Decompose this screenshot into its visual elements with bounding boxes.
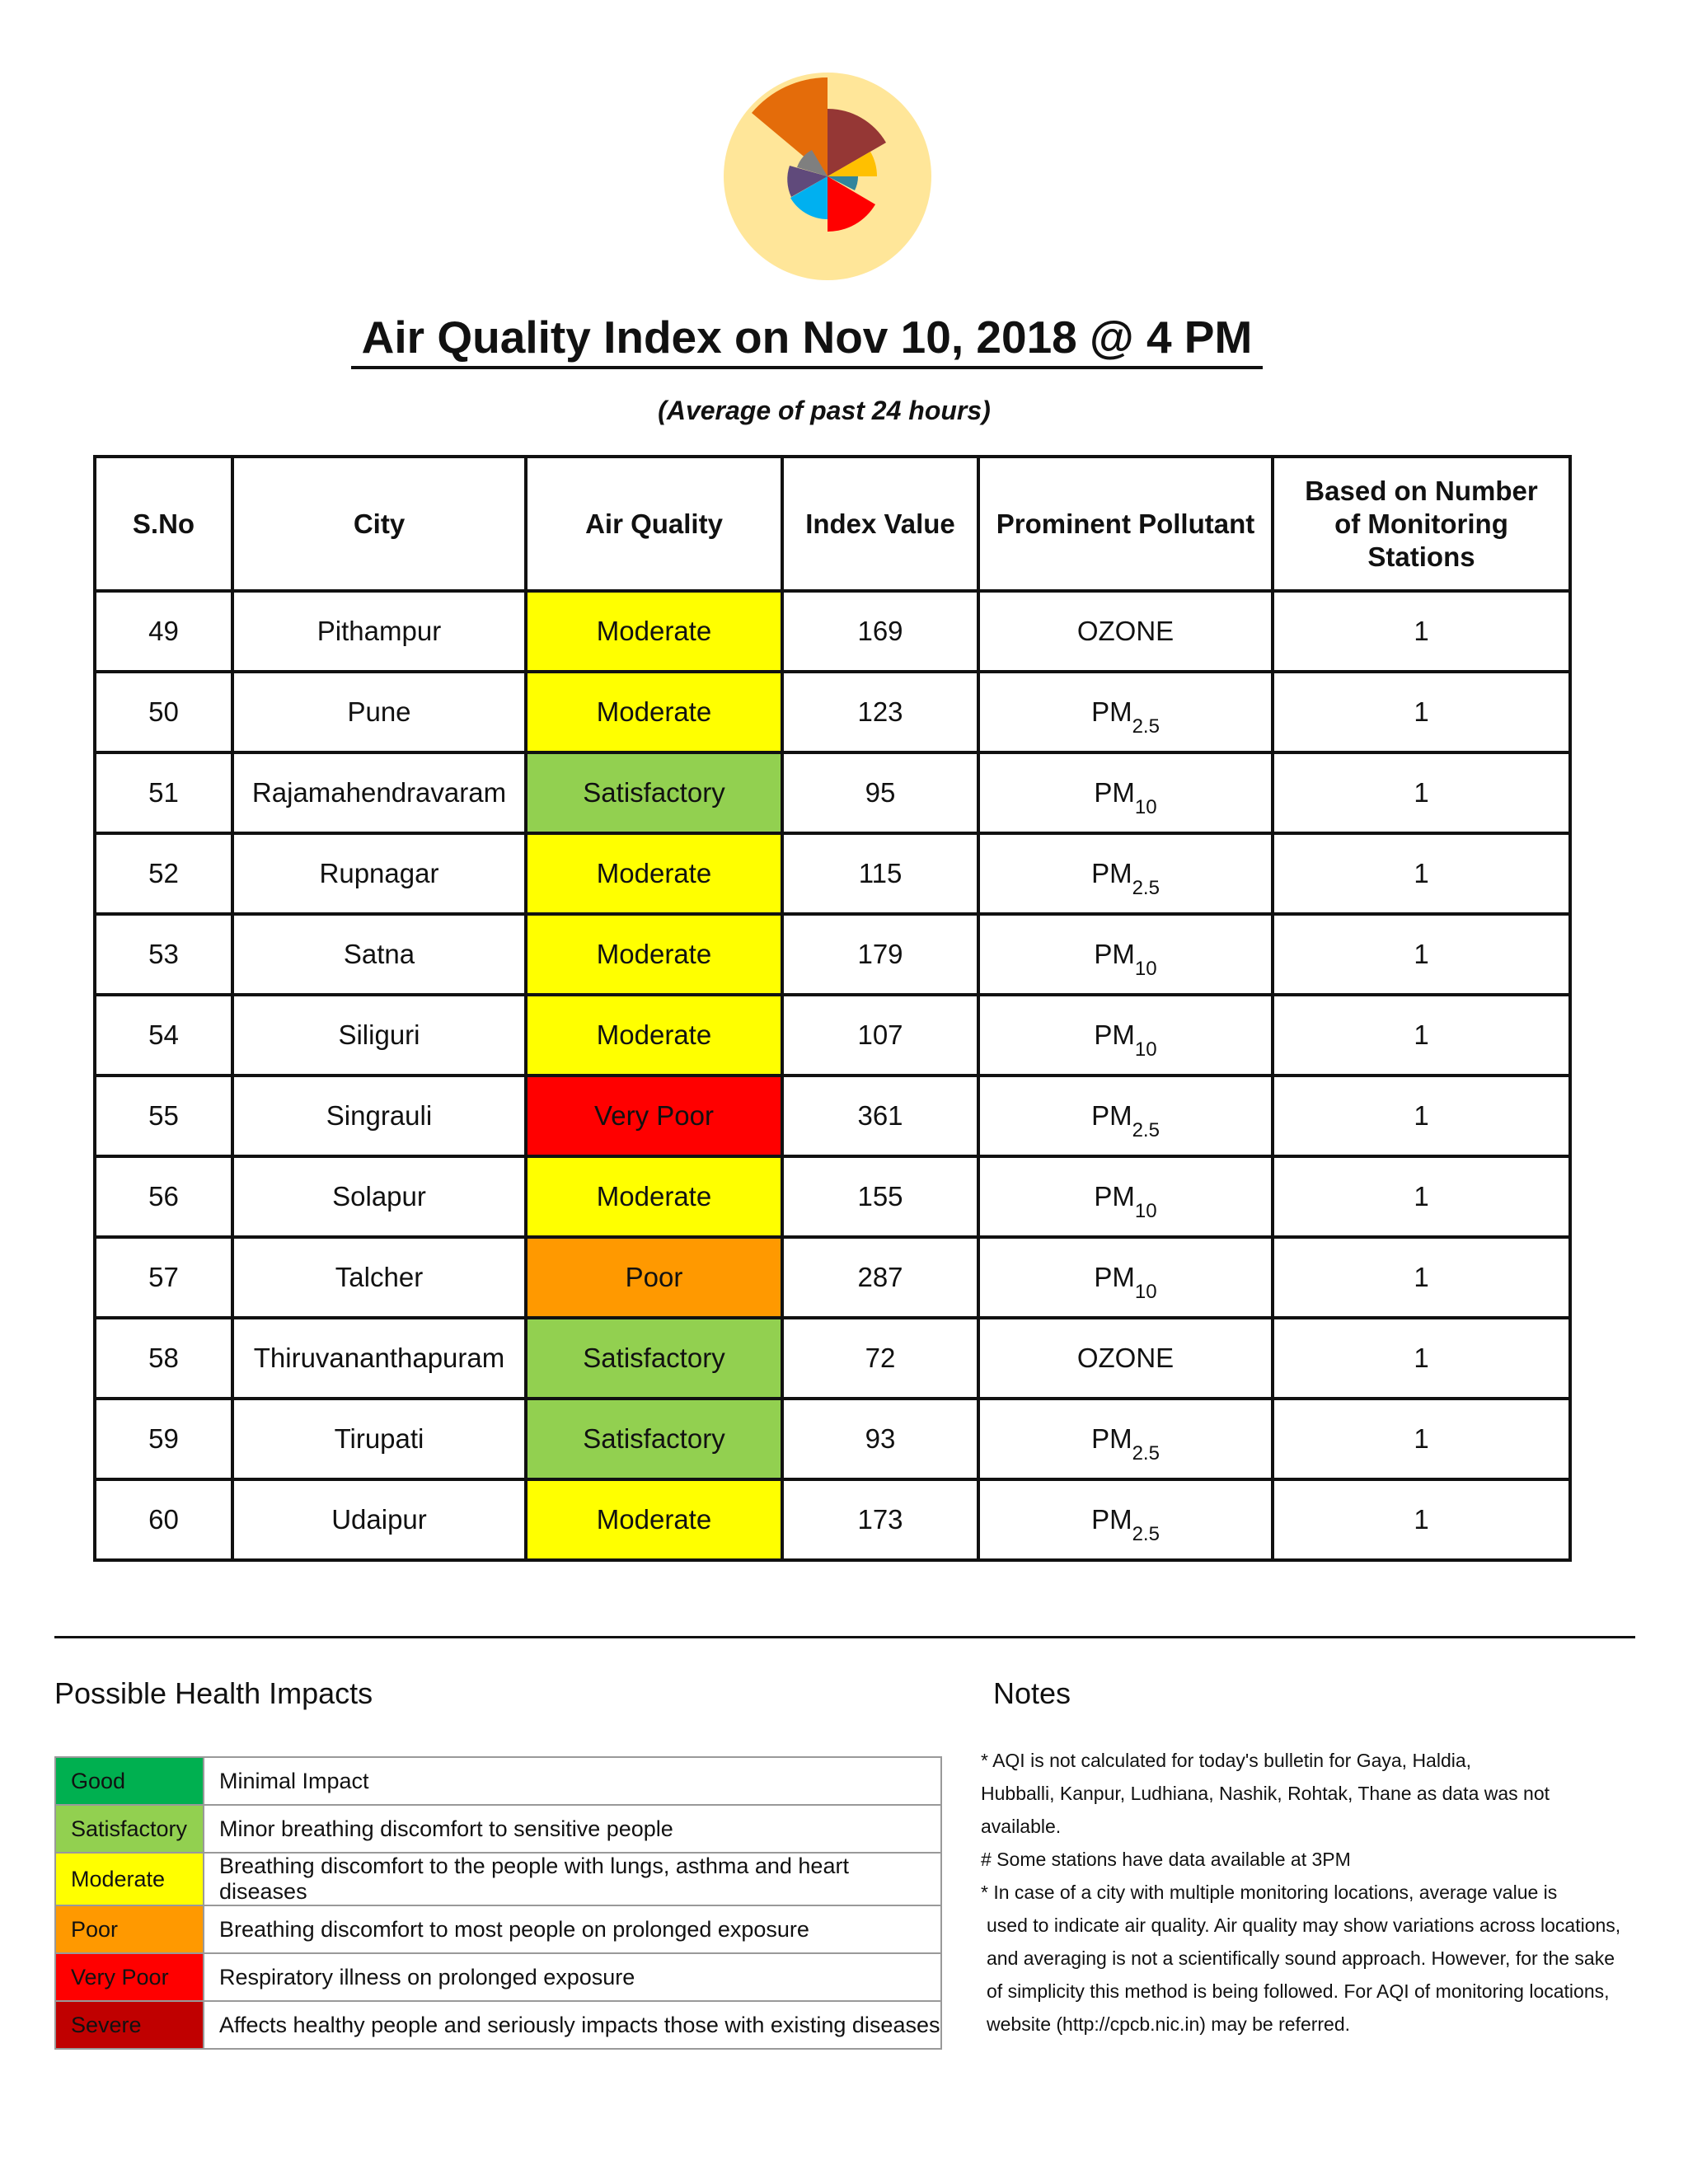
air-quality-cell: Moderate <box>526 591 782 672</box>
pollutant-name: PM <box>1091 1423 1132 1454</box>
city-cell: Rupnagar <box>232 833 526 914</box>
pollutant-subscript: 10 <box>1134 1038 1157 1061</box>
table-row <box>95 995 1570 1076</box>
stations-cell: 1 <box>1273 591 1570 672</box>
pollutant-cell <box>978 1156 1273 1237</box>
pollutant-subscript: 2.5 <box>1132 877 1160 899</box>
note-line: # Some stations have data available at 3PM <box>981 1849 1351 1870</box>
index-value-cell: 173 <box>782 1479 978 1560</box>
pollutant-name: PM <box>1094 1019 1135 1050</box>
legend-row <box>55 2001 941 2049</box>
table-row <box>95 672 1570 752</box>
pollutant-name: PM <box>1091 1100 1132 1131</box>
sno-cell: 57 <box>95 1237 232 1318</box>
index-value-cell: 179 <box>782 914 978 995</box>
legend-row <box>55 1805 941 1853</box>
note-line: available. <box>981 1816 1062 1837</box>
pollutant-subscript: 2.5 <box>1132 1119 1160 1141</box>
legend-category-good: Good <box>55 1757 204 1805</box>
pollutant-cell <box>978 672 1273 752</box>
air-quality-cell: Moderate <box>526 1156 782 1237</box>
sno-cell: 52 <box>95 833 232 914</box>
legend-impact: Minor breathing discomfort to sensitive people <box>204 1805 941 1853</box>
pollutant-name: PM <box>1091 858 1132 888</box>
air-quality-cell: Moderate <box>526 914 782 995</box>
legend-impact: Affects healthy people and seriously impacts those with existing diseases <box>204 2001 941 2049</box>
air-quality-cell: Moderate <box>526 672 782 752</box>
index-value-cell: 169 <box>782 591 978 672</box>
table-header-row <box>95 457 1570 591</box>
sno-cell: 54 <box>95 995 232 1076</box>
stations-cell: 1 <box>1273 752 1570 833</box>
sno-cell: 50 <box>95 672 232 752</box>
air-quality-cell: Satisfactory <box>526 1318 782 1399</box>
sno-cell: 55 <box>95 1076 232 1156</box>
header-sno: S.No <box>95 457 232 591</box>
pollutant-subscript: 10 <box>1134 1200 1157 1222</box>
index-value-cell: 72 <box>782 1318 978 1399</box>
city-cell: Udaipur <box>232 1479 526 1560</box>
legend-category-satisfactory: Satisfactory <box>55 1805 204 1853</box>
table-row <box>95 1479 1570 1560</box>
stations-cell: 1 <box>1273 914 1570 995</box>
air-quality-cell: Satisfactory <box>526 1399 782 1479</box>
legend-category-severe: Severe <box>55 2001 204 2049</box>
pollutant-subscript: 10 <box>1134 1281 1157 1303</box>
note-line: of simplicity this method is being followed. For AQI of monitoring locations, <box>987 1980 1610 2002</box>
note-line: Hubballi, Kanpur, Ludhiana, Nashik, Rohtak, Thane as data was not <box>981 1783 1550 1804</box>
table-row <box>95 1318 1570 1399</box>
city-cell: Thiruvananthapuram <box>232 1318 526 1399</box>
table-row <box>95 1237 1570 1318</box>
pollutant-subscript: 2.5 <box>1132 1523 1160 1545</box>
pollutant-name: OZONE <box>1076 616 1175 646</box>
legend-category-poor: Poor <box>55 1905 204 1953</box>
section-divider <box>54 1636 1635 1638</box>
header-city: City <box>232 457 526 591</box>
pollutant-subscript: 10 <box>1134 958 1157 980</box>
index-value-cell: 123 <box>782 672 978 752</box>
aqi-table <box>93 455 1572 1562</box>
page-subtitle: (Average of past 24 hours) <box>658 396 991 425</box>
legend-row <box>55 1953 941 2001</box>
stations-cell: 1 <box>1273 1076 1570 1156</box>
pollutant-cell <box>978 1076 1273 1156</box>
index-value-cell: 287 <box>782 1237 978 1318</box>
stations-cell: 1 <box>1273 1318 1570 1399</box>
sno-cell: 56 <box>95 1156 232 1237</box>
sno-cell: 49 <box>95 591 232 672</box>
pollutant-name: OZONE <box>1076 1343 1175 1373</box>
legend-category-moderate: Moderate <box>55 1853 204 1905</box>
pollutant-cell <box>978 1318 1273 1399</box>
note-line: used to indicate air quality. Air quality may show variations across locations, <box>987 1915 1621 1936</box>
air-quality-cell: Poor <box>526 1237 782 1318</box>
index-value-cell: 361 <box>782 1076 978 1156</box>
stations-cell: 1 <box>1273 1399 1570 1479</box>
legend-row <box>55 1905 941 1953</box>
table-row <box>95 752 1570 833</box>
index-value-cell: 115 <box>782 833 978 914</box>
legend-row <box>55 1757 941 1805</box>
pollutant-name: PM <box>1094 1262 1135 1292</box>
note-line: and averaging is not a scientifically sound approach. However, for the sake <box>987 1947 1615 1969</box>
city-cell: Tirupati <box>232 1399 526 1479</box>
table-row <box>95 833 1570 914</box>
air-quality-cell: Moderate <box>526 1479 782 1560</box>
pollutant-cell <box>978 995 1273 1076</box>
city-cell: Singrauli <box>232 1076 526 1156</box>
sno-cell: 51 <box>95 752 232 833</box>
index-value-cell: 95 <box>782 752 978 833</box>
table-row <box>95 1156 1570 1237</box>
stations-cell: 1 <box>1273 672 1570 752</box>
health-impacts-table <box>54 1756 942 2050</box>
index-value-cell: 155 <box>782 1156 978 1237</box>
table-row <box>95 591 1570 672</box>
note-line: * AQI is not calculated for today's bulletin for Gaya, Haldia, <box>981 1750 1472 1771</box>
stations-cell: 1 <box>1273 833 1570 914</box>
header-index-value: Index Value <box>782 457 978 591</box>
sno-cell: 58 <box>95 1318 232 1399</box>
stations-cell: 1 <box>1273 1237 1570 1318</box>
legend-impact: Minimal Impact <box>204 1757 941 1805</box>
stations-cell: 1 <box>1273 995 1570 1076</box>
pollutant-name: PM <box>1094 777 1135 808</box>
note-line: website (http://cpcb.nic.in) may be referred. <box>987 2013 1351 2035</box>
city-cell: Pune <box>232 672 526 752</box>
air-quality-cell: Moderate <box>526 995 782 1076</box>
pollutant-name: PM <box>1091 696 1132 727</box>
stations-cell: 1 <box>1273 1479 1570 1560</box>
index-value-cell: 93 <box>782 1399 978 1479</box>
sno-cell: 59 <box>95 1399 232 1479</box>
pollutant-name: PM <box>1094 939 1135 969</box>
aqi-logo <box>720 69 935 284</box>
city-cell: Rajamahendravaram <box>232 752 526 833</box>
air-quality-cell: Satisfactory <box>526 752 782 833</box>
city-cell: Satna <box>232 914 526 995</box>
city-cell: Talcher <box>232 1237 526 1318</box>
sno-cell: 60 <box>95 1479 232 1560</box>
pollutant-cell <box>978 1399 1273 1479</box>
table-row <box>95 1076 1570 1156</box>
air-quality-cell: Very Poor <box>526 1076 782 1156</box>
city-cell: Solapur <box>232 1156 526 1237</box>
legend-impact: Respiratory illness on prolonged exposure <box>204 1953 941 2001</box>
pollutant-cell <box>978 833 1273 914</box>
pollutant-subscript: 2.5 <box>1132 1442 1160 1465</box>
pollutant-cell <box>978 752 1273 833</box>
city-cell: Pithampur <box>232 591 526 672</box>
notes-body <box>981 1744 1640 2041</box>
pollutant-cell <box>978 591 1273 672</box>
air-quality-cell: Moderate <box>526 833 782 914</box>
pollutant-name: PM <box>1094 1181 1135 1212</box>
notes-heading: Notes <box>993 1676 1071 1710</box>
pollutant-cell <box>978 1237 1273 1318</box>
header-air-quality: Air Quality <box>526 457 782 591</box>
index-value-cell: 107 <box>782 995 978 1076</box>
table-row <box>95 1399 1570 1479</box>
pollutant-subscript: 2.5 <box>1132 715 1160 738</box>
sno-cell: 53 <box>95 914 232 995</box>
table-row <box>95 914 1570 995</box>
page-title: Air Quality Index on Nov 10, 2018 @ 4 PM <box>351 308 1263 369</box>
note-line: * In case of a city with multiple monitoring locations, average value is <box>981 1882 1558 1903</box>
legend-row <box>55 1853 941 1905</box>
health-impacts-heading: Possible Health Impacts <box>54 1676 373 1710</box>
header-prominent-pollutant: Prominent Pollutant <box>978 457 1273 591</box>
pollutant-cell <box>978 914 1273 995</box>
pollutant-name: PM <box>1091 1504 1132 1535</box>
legend-impact: Breathing discomfort to the people with lungs, asthma and heart diseases <box>204 1853 941 1905</box>
city-cell: Siliguri <box>232 995 526 1076</box>
legend-impact: Breathing discomfort to most people on prolonged exposure <box>204 1905 941 1953</box>
stations-cell: 1 <box>1273 1156 1570 1237</box>
pollutant-subscript: 10 <box>1134 796 1157 818</box>
pollutant-cell <box>978 1479 1273 1560</box>
header-monitoring-stations: Based on Number of Monitoring Stations <box>1273 457 1570 591</box>
legend-category-very-poor: Very Poor <box>55 1953 204 2001</box>
